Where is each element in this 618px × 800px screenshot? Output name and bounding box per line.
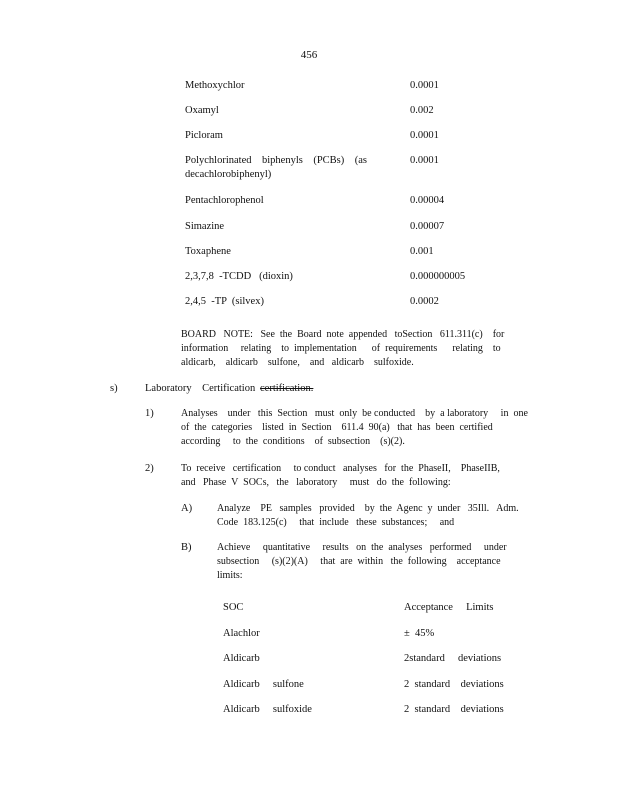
item-line: limits:: [217, 570, 243, 581]
table-row-value: 0.00007: [410, 221, 445, 232]
page-number: 456: [300, 49, 318, 61]
table-row-soc: Aldicarb sulfone: [223, 679, 304, 690]
section-label: s): [110, 383, 118, 394]
table-row-limit: 2 standard deviations: [404, 679, 504, 690]
column-header-soc: SOC: [223, 602, 244, 613]
table-row-name: 2,3,7,8 -TCDD (dioxin): [185, 271, 293, 282]
column-header-limits: Acceptance Limits: [404, 602, 494, 613]
table-row-soc: Alachlor: [223, 628, 260, 639]
table-row-limit: 2standard deviations: [404, 653, 502, 664]
table-row-name-cont: decachlorobiphenyl): [185, 169, 272, 180]
item-label: 1): [145, 408, 154, 419]
table-row-name: Toxaphene: [185, 246, 231, 257]
table-row-name: Methoxychlor: [185, 80, 245, 91]
table-row-name: Polychlorinated biphenyls (PCBs) (as: [185, 155, 367, 166]
item-label: B): [181, 542, 192, 553]
board-note-line: information relating to implementation of requirements relating to: [181, 343, 501, 354]
struck-text: certification.: [260, 383, 314, 394]
board-note-line: aldicarb, aldicarb sulfone, and aldicarb sulfoxide.: [181, 357, 414, 368]
item-line: Code 183.125(c) that include these substances; and: [217, 517, 455, 528]
item-line: of the categories listed in Section 611.4 90(a) that has been certified: [181, 422, 493, 433]
table-row-value: 0.000000005: [410, 271, 466, 282]
table-row-name: Pentachlorophenol: [185, 195, 264, 206]
table-row-value: 0.00004: [410, 195, 445, 206]
table-row-value: 0.0001: [410, 80, 439, 91]
table-row-value: 0.001: [410, 246, 434, 257]
table-row-name: 2,4,5 -TP (silvex): [185, 296, 264, 307]
item-line: To receive certification to conduct analyses for the PhaseII, PhaseIIB,: [181, 463, 500, 474]
table-row-name: Simazine: [185, 221, 225, 232]
item-line: subsection (s)(2)(A) that are within the following acceptance: [217, 556, 501, 567]
section-title: Laboratory Certification: [145, 383, 256, 394]
item-line: Analyze PE samples provided by the Agenc y under 35Ill. Adm.: [217, 503, 519, 514]
table-row-value: 0.0001: [410, 130, 439, 141]
item-label: 2): [145, 463, 154, 474]
table-row-name: Oxamyl: [185, 105, 219, 116]
table-row-name: Picloram: [185, 130, 223, 141]
table-row-value: 0.0001: [410, 155, 439, 166]
item-line: Analyses under this Section must only be conducted by a laboratory in one: [181, 408, 528, 419]
table-row-limit: ± 45%: [404, 628, 435, 639]
item-line: according to the conditions of subsection (s)(2).: [181, 436, 405, 447]
item-line: Achieve quantitative results on the analyses performed under: [217, 542, 507, 553]
table-row-limit: 2 standard deviations: [404, 704, 504, 715]
table-row-soc: Aldicarb: [223, 653, 260, 664]
board-note-line: BOARD NOTE: See the Board note appended toSection 611.311(c) for: [181, 329, 505, 340]
table-row-value: 0.0002: [410, 296, 439, 307]
item-line: and Phase V SOCs, the laboratory must do the following:: [181, 477, 451, 488]
table-row-soc: Aldicarb sulfoxide: [223, 704, 312, 715]
table-row-value: 0.002: [410, 105, 434, 116]
item-label: A): [181, 503, 193, 514]
